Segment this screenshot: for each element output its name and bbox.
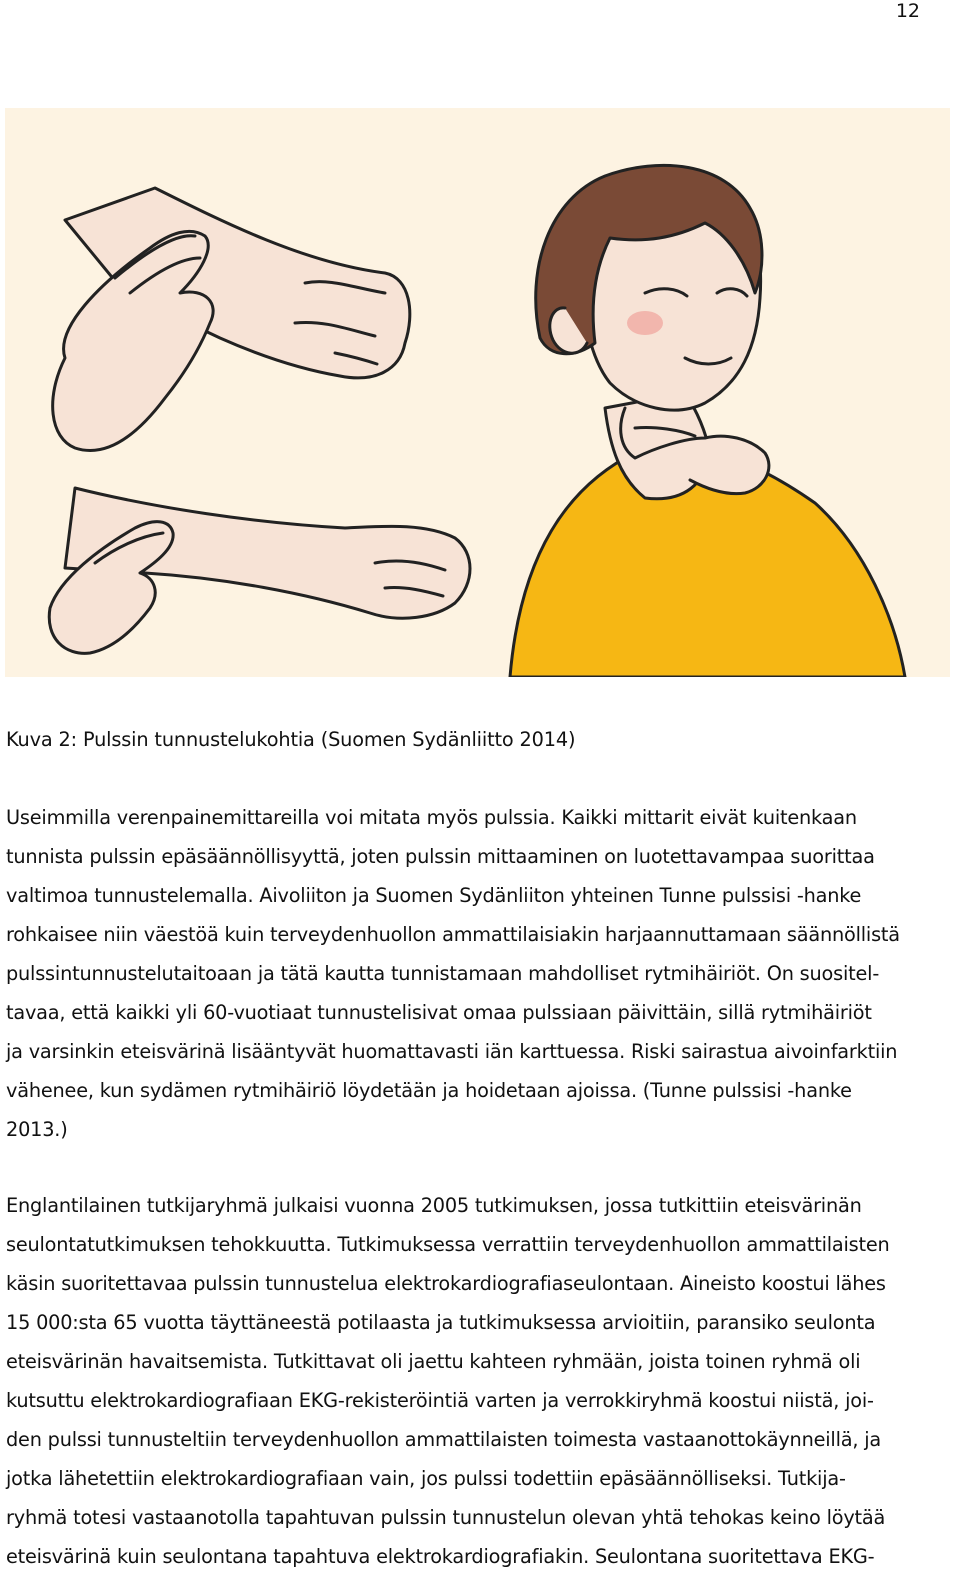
paragraph-line: valtimoa tunnustelemalla. Aivoliiton ja Suomen Sydänliiton yhteinen Tunne pulssisi -hanke xyxy=(6,884,862,907)
paragraph-pulse-measurement xyxy=(6,798,951,1149)
paragraph-line: Useimmilla verenpainemittareilla voi mitata myös pulssia. Kaikki mittarit eivät kuitenkaan xyxy=(6,806,857,829)
pulse-illustration-svg xyxy=(5,108,950,677)
pulse-illustration xyxy=(5,108,950,677)
paragraph-line: 15 000:sta 65 vuotta täyttäneestä potilaasta ja tutkimuksessa arvioitiin, paransiko seulonta xyxy=(6,1311,876,1334)
paragraph-line: Englantilainen tutkijaryhmä julkaisi vuonna 2005 tutkimuksen, jossa tutkittiin eteisvärinän xyxy=(6,1194,862,1217)
paragraph-line: eteisvärinä kuin seulontana tapahtuva elektrokardiografiakin. Seulontana suoritettava EKG- xyxy=(6,1545,875,1568)
paragraph-line: kutsuttu elektrokardiografiaan EKG-rekisteröintiä varten ja verrokkiryhmä koostui niistä, joi- xyxy=(6,1389,874,1412)
paragraph-line: ja varsinkin eteisvärinä lisääntyvät huomattavasti iän karttuessa. Riski sairastua aivoinfarktiin xyxy=(6,1040,898,1063)
paragraph-line: tavaa, että kaikki yli 60-vuotiaat tunnustelisivat omaa pulssiaan päivittäin, sillä rytmihäiriöt xyxy=(6,1001,872,1024)
figure-caption: Kuva 2: Pulssin tunnustelukohtia (Suomen Sydänliitto 2014) xyxy=(6,728,576,751)
paragraph-line: vähenee, kun sydämen rytmihäiriö löydetään ja hoidetaan ajoissa. (Tunne pulssisi -hanke xyxy=(6,1079,852,1102)
paragraph-line: ryhmä totesi vastaanotolla tapahtuvan pulssin tunnustelun olevan yhtä tehokas keino löytää xyxy=(6,1506,886,1529)
page-number: 12 xyxy=(895,0,920,22)
paragraph-line: seulontatutkimuksen tehokkuutta. Tutkimuksessa verrattiin terveydenhuollon ammattilaisten xyxy=(6,1233,890,1256)
paragraph-line: den pulssi tunnusteltiin terveydenhuollon ammattilaisten toimesta vastaanottokäynneillä, ja xyxy=(6,1428,881,1451)
paragraph-line: rohkaisee niin väestöä kuin terveydenhuollon ammattilaisiakin harjaannuttamaan säännöllistä xyxy=(6,923,900,946)
paragraph-line: tunnista pulssin epäsäännöllisyyttä, joten pulssin mittaaminen on luotettavampaa suorittaa xyxy=(6,845,875,868)
paragraph-line: jotka lähetettiin elektrokardiografiaan vain, jos pulssi todettiin epäsäännölliseksi. Tutkija- xyxy=(6,1467,846,1490)
paragraph-line: käsin suoritettavaa pulssin tunnustelua elektrokardiografiaseulontaan. Aineisto koostui lähes xyxy=(6,1272,886,1295)
paragraph-screening-study xyxy=(6,1186,951,1576)
paragraph-line: eteisvärinän havaitsemista. Tutkittavat oli jaettu kahteen ryhmään, joista toinen ryhmä oli xyxy=(6,1350,861,1373)
paragraph-line: pulssintunnustelutaitoaan ja tätä kautta tunnistamaan mahdolliset rytmihäiriöt. On suositel- xyxy=(6,962,880,985)
paragraph-line: 2013.) xyxy=(6,1118,68,1141)
